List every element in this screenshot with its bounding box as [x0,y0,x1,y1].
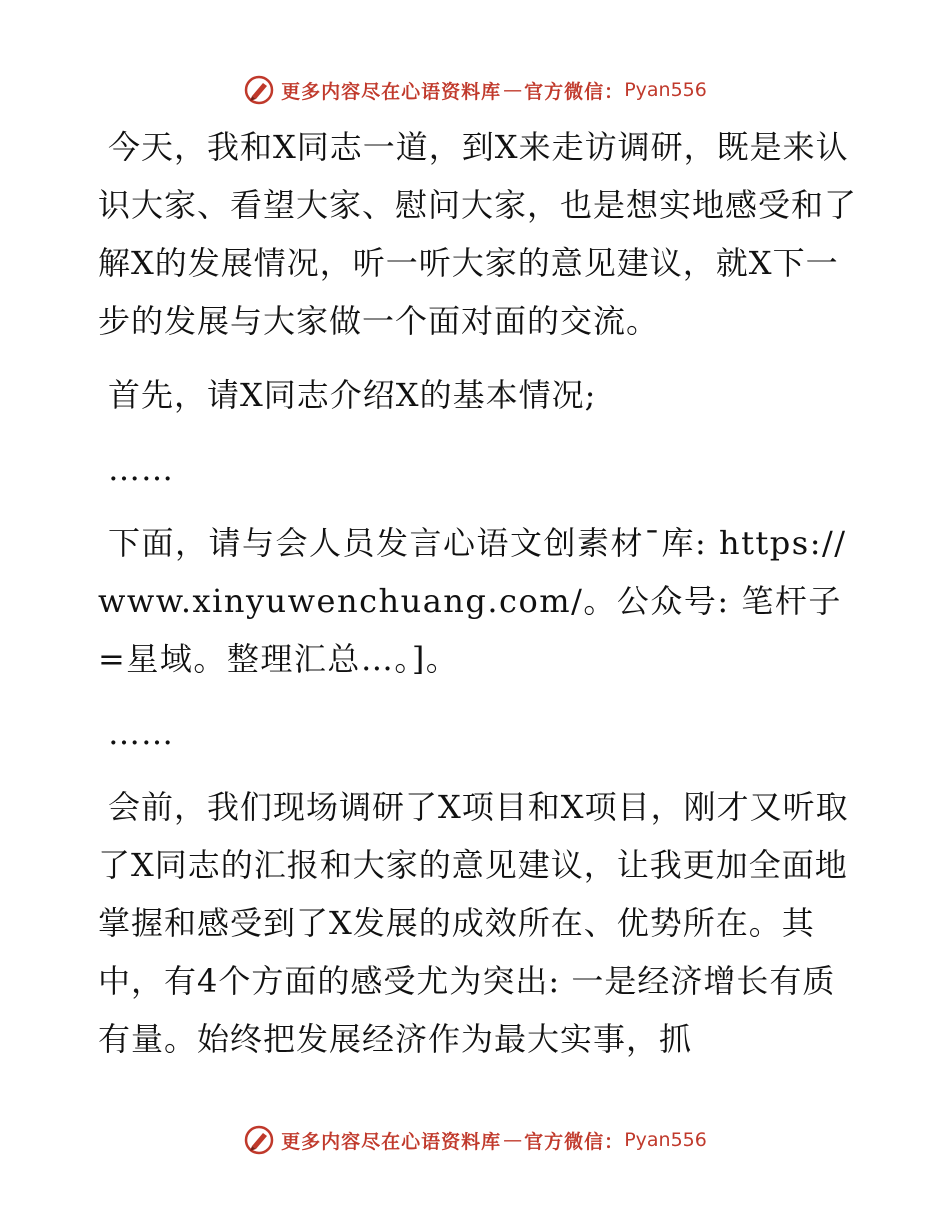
watermark-separator: — [503,1129,523,1151]
watermark-separator: — [503,79,523,101]
pen-logo-icon [243,1124,275,1156]
paragraph-ellipsis-2: …… [108,714,174,752]
watermark-title: 更多内容尽在心语资料库 [281,80,502,103]
paragraph-first-step: 首先，请X同志介绍X的基本情况; [108,376,597,414]
watermark-wechat-id: Pyan556 [624,79,707,101]
pen-logo-icon [243,74,275,106]
watermark-wechat-id: Pyan556 [624,1129,707,1151]
paragraph-ellipsis-1: …… [108,450,174,488]
paragraph-speakers: 下面，请与会人员发言心语文创素材¯库: https://www.xinyuwenchuang.com/。公众号: 笔杆子=星域。整理汇总…。]。 [98,524,847,678]
header-watermark [0,70,950,110]
watermark-channel: 官方微信： [524,1130,625,1153]
document-body [98,118,858,1084]
footer-watermark [0,1120,950,1160]
paragraph-intro: 今天，我和X同志一道，到X来走访调研，既是来认识大家、看望大家、慰问大家，也是想实地感受和了解X的发展情况，听一听大家的意见建议，就X下一步的发展与大家做一个面对面的交流。 [98,128,858,340]
watermark-channel: 官方微信： [524,80,625,103]
paragraph-impressions: 会前，我们现场调研了X项目和X项目，刚才又听取了X同志的汇报和大家的意见建议，让我更加全面地掌握和感受到了X发展的成效所在、优势所在。其中，有4个方面的感受尤为突出: 一是经济增长有质有量。始终把发展经济作为最大实事，抓 [98,788,849,1058]
watermark-title: 更多内容尽在心语资料库 [281,1130,502,1153]
